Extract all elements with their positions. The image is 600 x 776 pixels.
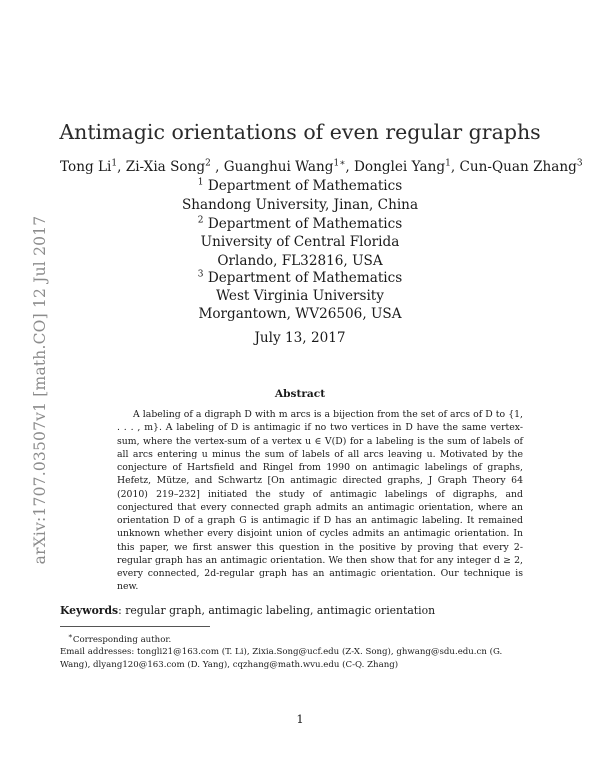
keywords-list: regular graph, antimagic labeling, antimagic orientation <box>125 604 436 617</box>
affiliation-mark: 3 <box>576 158 583 169</box>
affiliation-department: $^2$ Department of Mathematics <box>197 215 403 232</box>
keywords-line: Keywords: regular graph, antimagic labeling, antimagic orientation <box>60 604 436 617</box>
arxiv-identifier-stamp: arXiv:1707.03507v1 [math.CO] 12 Jul 2017 <box>31 215 49 565</box>
author-name: Zi-Xia Song <box>125 159 206 175</box>
author-name: Donglei Yang <box>354 159 446 175</box>
affiliation-department: $^3$ Department of Mathematics <box>197 269 403 286</box>
abstract-heading: Abstract <box>274 388 326 400</box>
affiliation-institution: Shandong University, Jinan, China <box>181 197 419 213</box>
affiliation-mark: 1 <box>445 158 451 169</box>
affiliation-institution: West Virginia University <box>216 288 384 304</box>
page-number: 1 <box>296 712 304 726</box>
affiliation-mark: 1 <box>197 177 204 188</box>
affiliation-mark: 2 <box>197 215 204 226</box>
affiliation-location: Morgantown, WV26506, USA <box>198 306 402 322</box>
footnote <box>60 630 522 671</box>
corresponding-author-note: ∗Corresponding author. <box>68 631 172 645</box>
paper-date: July 13, 2017 <box>254 330 346 346</box>
author-list: Tong Li$^1$, Zi-Xia Song$^2$ , Guanghui Wang$^{1∗}$, Donglei Yang$^1$, Cun-Quan Zhang$^3$ <box>60 158 583 175</box>
author-name: Guanghui Wang <box>223 159 334 175</box>
abstract-body <box>117 408 523 594</box>
affiliation-mark: 2 <box>205 158 211 169</box>
keywords-label: Keywords <box>60 604 119 617</box>
affiliation-mark: 1 <box>333 158 340 169</box>
author-name: Tong Li <box>60 159 112 175</box>
affiliation-mark: 3 <box>197 269 204 280</box>
paper-title: Antimagic orientations of even regular graphs <box>59 120 541 144</box>
affiliation-department: $^1$ Department of Mathematics <box>197 177 403 194</box>
email-addresses: Email addresses: tongli21@163.com (T. Li), Zixia.Song@ucf.edu (Z-X. Song), ghwang@sdu.edu.cn (G. Wang), dlyang120@163.com (D. Yang), cqzhang@math.wvu.edu (C-Q. Zhang) <box>60 647 503 670</box>
footnote-divider <box>60 626 210 627</box>
abstract-paragraph: A labeling of a digraph D with m arcs is a bijection from the set of arcs of D to {1, . . . , m}. A labeling of D is antimagic if no two vertices in D have the same vertex-sum, where the vertex-sum of a vertex u ∈ V(D) for a labeling is the sum of labels of all arcs entering u minus the sum of labels of all arcs leaving u. Motivated by the conjecture of Hartsfield and Ringel from 1990 on antimagic labelings of graphs, Hefetz, Mütze, and Schwartz [On antimagic directed graphs, J Graph Theory 64 (2010) 219–232] initiated the study of antimagic labelings of digraphs, and conjectured that every connected graph admits an antimagic orientation, where an orientation D of a graph G is antimagic if D has an antimagic labeling. It remained unknown whether every disjoint union of cycles admits an antimagic orientation. In this paper, we first answer this question in the positive by proving that every 2-regular graph has an antimagic orientation. We then show that for any integer d ≥ 2, every connected, 2d-regular graph has an antimagic orientation. Our technique is new. <box>117 409 523 593</box>
author-name: Cun-Quan Zhang <box>459 159 577 175</box>
affiliation-mark: 1 <box>111 158 118 169</box>
affiliation-location: Orlando, FL32816, USA <box>217 253 383 269</box>
affiliation-institution: University of Central Florida <box>200 234 400 250</box>
